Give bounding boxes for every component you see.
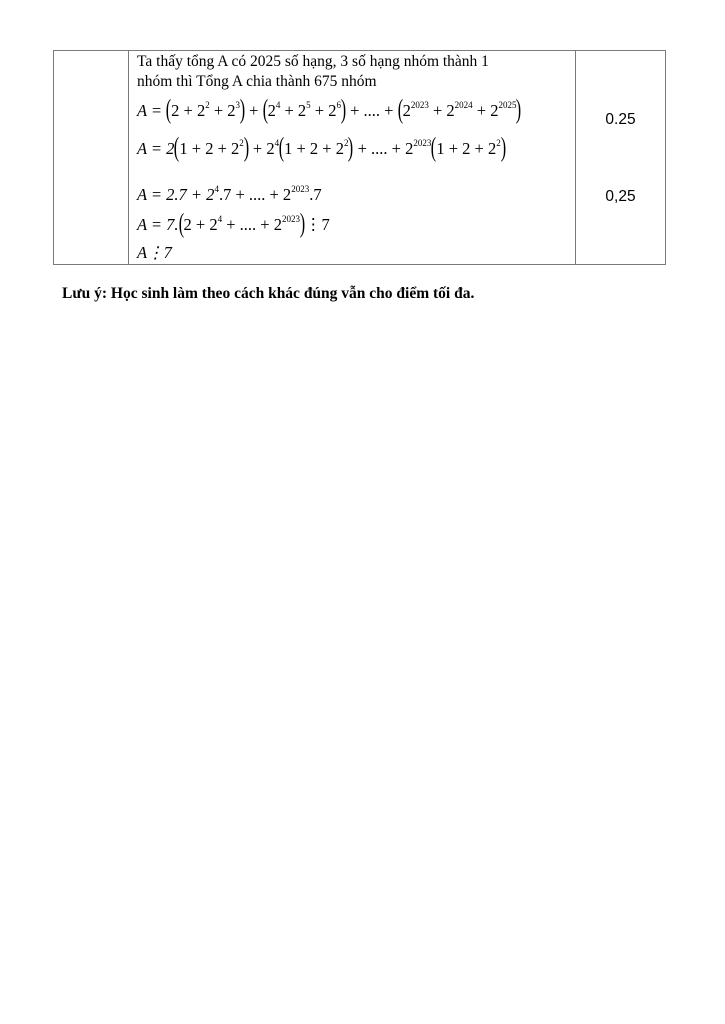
equation-3: $A = 2.7 + 2^4.7$ + .... + $2^{2023}.7$ xyxy=(137,184,322,204)
grading-table xyxy=(53,50,666,265)
intro-line-2: nhóm thì Tổng A chia thành 675 nhóm xyxy=(137,73,377,90)
note-text: Lưu ý: Học sinh làm theo cách khác đúng vẫn cho điểm tối đa. xyxy=(62,285,475,302)
solution-cell xyxy=(129,51,576,265)
equation-2: $A = 2(1 + 2 + 2^2) + 2^4(1 + 2 + 2^2)$ + .... + $2^{2023}(1 + 2 + 2^2)$ xyxy=(137,132,506,162)
equation-5: A⋮7 xyxy=(137,243,172,262)
equation-1: $A = (2 + 2^2 + 2^3) + (2^4 + 2^5 + 2^6)$ + .... + $(2^{2023} + 2^{2024} + 2^{2025})$ xyxy=(137,94,522,124)
intro-line-1: Ta thấy tổng A có 2025 số hạng, 3 số hạng nhóm thành 1 xyxy=(137,53,489,70)
score-second: 0,25 xyxy=(605,188,636,205)
score-cell xyxy=(576,51,666,265)
score-first: 0.25 xyxy=(605,111,636,128)
equation-4: $A = 7.(2 + 2^4$ + .... + $2^{2023})⋮7$ xyxy=(137,208,330,238)
question-cell xyxy=(54,51,129,265)
